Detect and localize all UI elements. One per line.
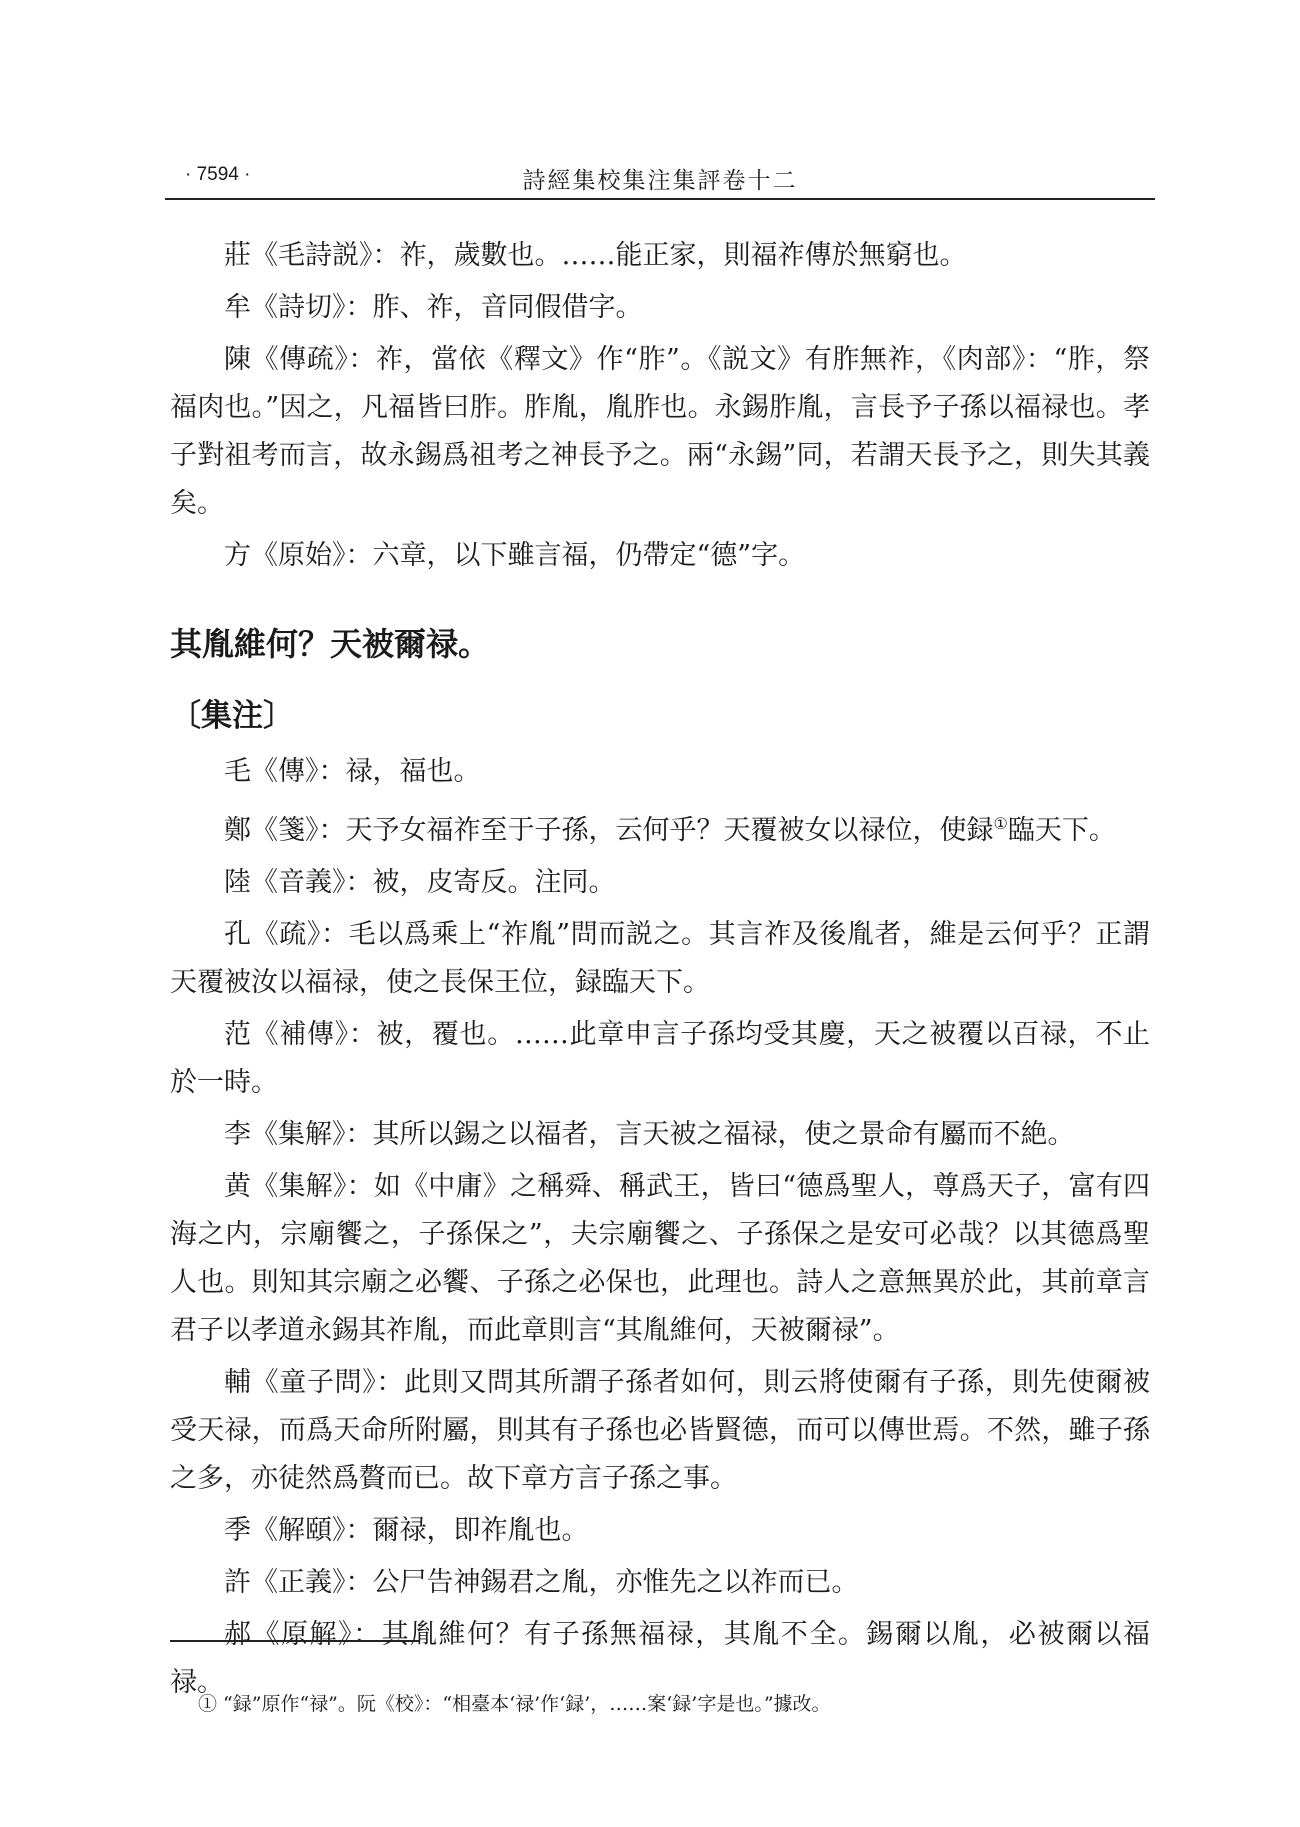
note-zheng-text: 鄭《箋》：天予女福祚至于子孫，云何乎？天覆被女以禄位，使録 [224,815,994,846]
header-rule [165,198,1155,200]
page-header [165,158,1155,194]
note-kong: 孔《疏》：毛以爲乘上“祚胤”問而説之。其言祚及後胤者，維是云何乎？正謂天覆被汝以福禄，使之長保王位，録臨天下。 [170,919,1150,998]
footnote: ① “録”原作“禄”。阮《校》：“相臺本‘禄’作‘録’，……案‘録’字是也。”據改。 [198,1693,831,1715]
note-mao: 毛《傳》：禄，福也。 [224,756,481,787]
note-ji: 季《解頤》：爾禄，即祚胤也。 [224,1515,589,1546]
section-title: 〔集注〕 [170,698,294,734]
footnote-rule [170,1640,420,1642]
note-hao: 郝《原解》：其胤維何？有子孫無福禄，其胤不全。錫爾以胤，必被爾以福禄。 [170,1619,1150,1698]
running-title: 詩經集校集注集評卷十二 [522,168,798,194]
page-number: · 7594 · [185,164,251,185]
note-lu: 陸《音義》：被，皮寄反。注同。 [224,867,616,898]
note-zheng-tail: 臨天下。 [1007,815,1116,846]
note-li: 李《集解》：其所以錫之以福者，言天被之福禄，使之景命有屬而不絶。 [224,1119,1075,1150]
commentary-mou: 牟《詩切》：胙、祚，音同假借字。 [224,292,643,323]
note-xu: 許《正義》：公尸告神錫君之胤，亦惟先之以祚而已。 [224,1567,859,1598]
footnote-marker[interactable]: ① [993,814,1008,833]
verse-heading: 其胤維何？天被爾禄。 [170,625,491,663]
main-text [170,232,1150,1711]
note-fan: 范《補傳》：被，覆也。……此章申言子孫均受其慶，天之被覆以百禄，不止於一時。 [170,1019,1150,1098]
commentary-chen: 陳《傳疏》：祚，當依《釋文》作“胙”。《説文》有胙無祚，《肉部》：“胙，祭福肉也。”因之，凡福皆曰胙。胙胤，胤胙也。永錫胙胤，言長予子孫以福禄也。孝子對祖考而言，故永錫爲祖考之神長予之。兩“永錫”同，若謂天長予之，則失其義矣。 [170,344,1150,519]
note-fu: 輔《童子問》：此則又問其所謂子孫者如何，則云將使爾有子孫，則先使爾被受天禄，而爲天命所附屬，則其有子孫也必皆賢德，而可以傳世焉。不然，雖子孫之多，亦徒然爲贅而已。故下章方言子孫之事。 [170,1367,1150,1494]
note-zheng [170,800,1150,855]
commentary-zhuang: 莊《毛詩説》：祚，歲數也。……能正家，則福祚傳於無窮也。 [224,240,967,271]
note-huang: 黄《集解》：如《中庸》之稱舜、稱武王，皆曰“德爲聖人，尊爲天子，富有四海之内，宗廟饗之，子孫保之”，夫宗廟饗之、子孫保之是安可必哉？以其德爲聖人也。則知其宗廟之必饗、子孫之必保也，此理也。詩人之意無異於此，其前章言君子以孝道永錫其祚胤，而此章則言“其胤維何，天被爾禄”。 [170,1171,1150,1346]
commentary-fang: 方《原始》：六章，以下雖言福，仍帶定“德”字。 [224,540,806,571]
